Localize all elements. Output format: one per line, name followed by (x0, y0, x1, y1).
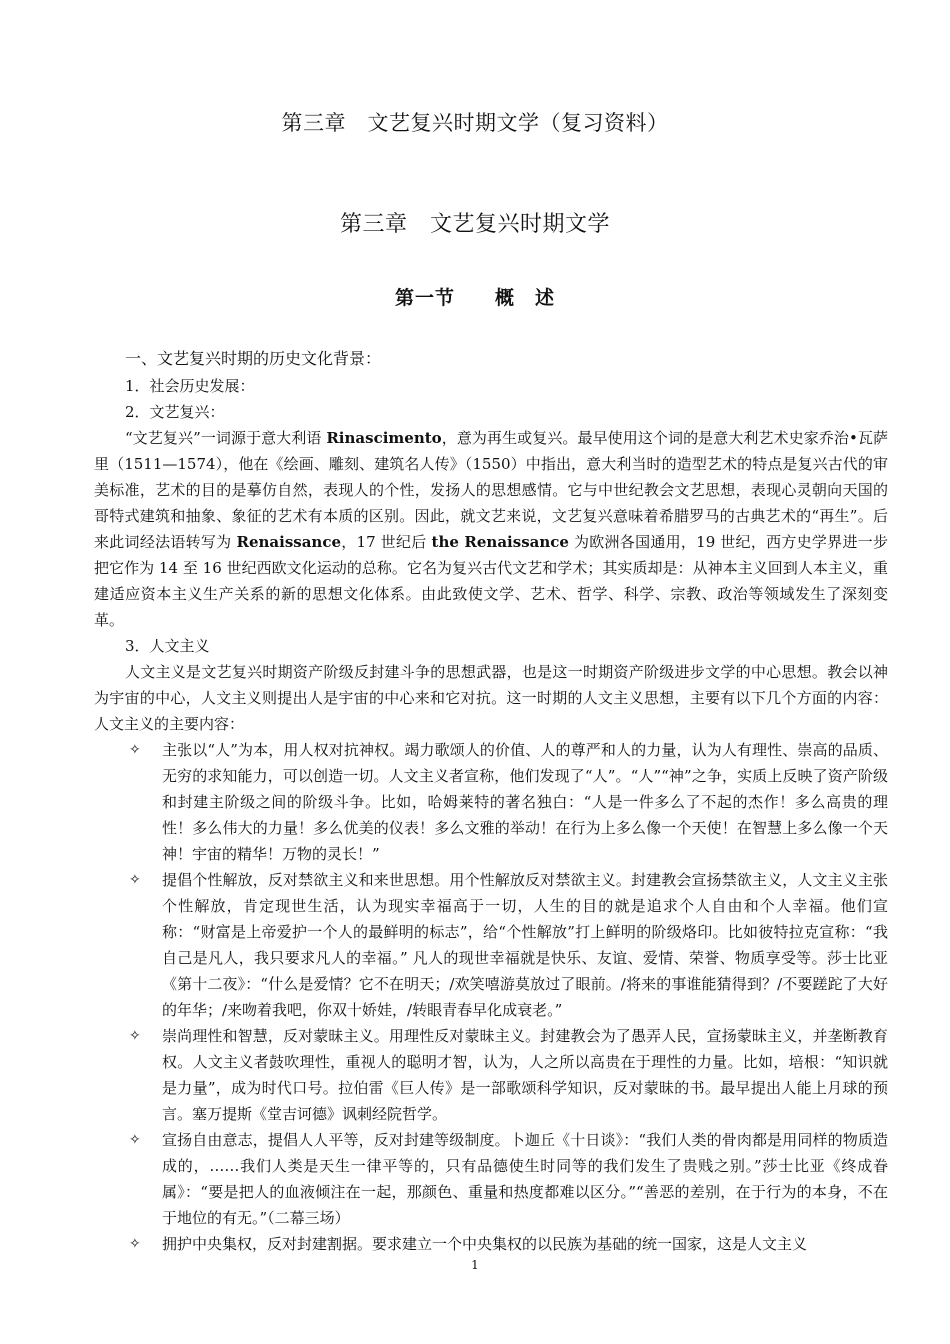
heading-background: 一、文艺复兴时期的历史文化背景： (125, 349, 382, 368)
section-title: 第一节 概 述 (394, 287, 555, 309)
humanism-points-list (94, 737, 888, 1257)
diamond-bullet-icon: ✧ (129, 1236, 141, 1252)
diamond-bullet-icon: ✧ (129, 872, 141, 888)
list-item (129, 1023, 888, 1127)
list-item-text: 崇尚理性和智慧，反对蒙昧主义。用理性反对蒙昧主义。封建教会为了愚弄人民，宣扬蒙昧主义，并垄断教育权。人文主义者鼓吹理性，重视人的聪明才智，认为，人之所以高贵在于理性的力量。比如，培根：“知识就是力量”，成为时代口号。拉伯雷《巨人传》是一部歌颂科学知识，反对蒙昧的书。最早提出人能上月球的预言。塞万提斯《堂吉诃德》讽刺经院哲学。 (162, 1027, 888, 1123)
list-item (129, 1231, 888, 1257)
term-rinascimento: Rinascimento (326, 429, 442, 447)
list-item-text: 宣扬自由意志，提倡人人平等，反对封建等级制度。卜迦丘《十日谈》：“我们人类的骨肉都是用同样的物质造成的，……我们人类是天生一律平等的，只有品德使生时同等的我们发生了贵贱之别。”莎士比亚《终成眷属》：“要是把人的血液倾注在一起，那颜色、重量和热度都难以区分。”“善恶的差别，在于行为的本身，不在于地位的有无。”（二幕三场） (162, 1131, 888, 1227)
paragraph-renaissance (94, 425, 888, 633)
text: 为欧洲各国通用，19 世纪，西方史学界进一步把它作为 14 至 16 世纪西欧文化运动的总称。它名为复兴古代文艺和学术；其实质却是：从神本主义回到人本主义，重建适应资本主义生产关系的新的思想文化体系。由此致使文学、艺术、哲学、科学、宗教、政治等领域发生了深刻变革。 (94, 533, 888, 629)
list-item-text: 主张以“人”为本，用人权对抗神权。竭力歌颂人的价值、人的尊严和人的力量，认为人有理性、崇高的品质、无穷的求知能力，可以创造一切。人文主义者宣称，他们发现了“人”。“人”“神”之争，实质上反映了资产阶级和封建主阶级之间的阶级斗争。比如，哈姆莱特的著名独白：“人是一件多么了不起的杰作！多么高贵的理性！多么伟大的力量！多么优美的仪表！多么文雅的举动！在行为上多么像一个天使！在智慧上多么像一个天神！宇宙的精华！万物的灵长！” (162, 741, 888, 863)
diamond-bullet-icon: ✧ (129, 1132, 141, 1148)
diamond-bullet-icon: ✧ (129, 742, 141, 758)
subheading-humanism: 3．人文主义 (125, 637, 210, 655)
main-content (94, 345, 888, 1257)
text: ，17 世纪后 (341, 533, 432, 551)
paragraph-humanism: 人文主义是文艺复兴时期资产阶级反封建斗争的思想武器，也是这一时期资产阶级进步文学的中心思想。教会以神为宇宙的中心，人文主义则提出人是宇宙的中心来和它对抗。这一时期的人文主义思想，主要有以下几个方面的内容：人文主义的主要内容： (94, 663, 888, 733)
term-renaissance: Renaissance (236, 533, 342, 551)
list-item (129, 867, 888, 1023)
term-the-renaissance: the Renaissance (431, 533, 569, 551)
text: ，意为再生或复兴。最早使用这个词的是意大利艺术史家乔治•瓦萨里（1511—1574），他在《绘画、雕刻、建筑名人传》（1550）中指出，意大利当时的造型艺术的特点是复兴古代的审美标准，艺术的目的是摹仿自然，表现人的个性，发扬人的思想感情。它与中世纪教会文艺思想，表现心灵朝向天国的哥特式建筑和抽象、象征的艺术有本质的区别。因此，就文艺来说，文艺复兴意味着希腊罗马的古典艺术的“再生”。后来此词经法语转写为 (94, 429, 888, 551)
list-item (129, 1127, 888, 1231)
subheading-social-history: 1．社会历史发展： (125, 377, 255, 395)
list-item-text: 拥护中央集权，反对封建割据。要求建立一个中央集权的以民族为基础的统一国家，这是人文主义 (162, 1235, 808, 1253)
text: “文艺复兴”一词源于意大利语 (125, 429, 327, 447)
subheading-renaissance: 2．文艺复兴： (125, 403, 225, 421)
list-item (129, 737, 888, 867)
list-item-text: 提倡个性解放，反对禁欲主义和来世思想。用个性解放反对禁欲主义。封建教会宣扬禁欲主义，人文主义主张个性解放，肯定现世生活，认为现实幸福高于一切，人生的目的就是追求个人自由和个人幸福。他们宣称：“财富是上帝爱护一个人的最鲜明的标志”，给“个性解放”打上鲜明的阶级烙印。比如彼特拉克宣称：“我自己是凡人，我只要求凡人的幸福。” 凡人的现世幸福就是快乐、友谊、爱情、荣誉、物质享受等。莎士比亚《第十二夜》：“什么是爱情？它不在明天；/欢笑嘻游莫放过了眼前。/将来的事谁能猜得到？/不要蹉跎了大好的年华；/来吻着我吧，你双十娇娃，/转眼青春早化成衰老。” (162, 871, 888, 1019)
page-number: 1 (471, 1258, 479, 1272)
document-title: 第三章 文艺复兴时期文学（复习资料） (281, 111, 669, 135)
diamond-bullet-icon: ✧ (129, 1028, 141, 1044)
chapter-title: 第三章 文艺复兴时期文学 (339, 212, 610, 237)
